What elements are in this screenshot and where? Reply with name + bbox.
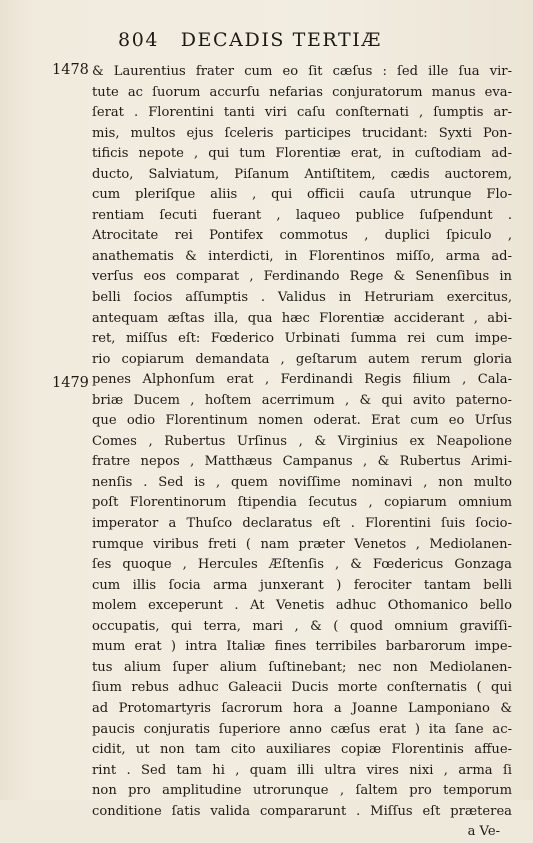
page-number: 804 [118, 29, 160, 51]
text-line: conditione ſatis valida compararunt . Miſſus eſt præterea [92, 803, 512, 819]
text-line: que odio Florentinum nomen oderat. Erat cum eo Urſus [92, 413, 512, 429]
text-line: imperator a Thuſco declaratus eſt . Florentini ſuis ſocio- [92, 516, 512, 532]
text-line: molem exceperunt . At Venetis adhuc Othomanico bello [92, 598, 512, 614]
margin-year: 1479 [52, 375, 89, 391]
text-line: anathematis & interdicti, in Florentinos miſſo, arma ad- [92, 248, 512, 264]
page-header [118, 29, 458, 51]
text-line: rumque viribus freti ( nam præter Venetos , Mediolanen- [92, 536, 512, 552]
text-line: cum illis ſocia arma junxerant ) ferociter tantam belli [92, 577, 512, 593]
text-line: briæ Ducem , hoſtem acerrimum , & qui avito paterno- [92, 392, 512, 408]
text-line: rio copiarum demandata , geſtarum autem rerum gloria [92, 351, 512, 367]
margin-year: 1478 [52, 62, 89, 78]
text-line: mum erat ) intra Italiæ fines terribiles barbarorum impe- [92, 639, 512, 655]
text-line: verſus eos comparat , Ferdinando Rege & Senenſibus in [92, 269, 512, 285]
text-line: ret, miſſus eſt: Fœderico Urbinati ſumma rei cum impe- [92, 331, 512, 347]
text-line: ſerat . Florentini tanti viri caſu conſternati , ſumptis ar- [92, 105, 512, 121]
text-line: nenſis . Sed is , quem noviſſime nominavi , non multo [92, 474, 512, 490]
text-line: cum pleriſque aliis , qui officii cauſa utrunque Flo- [92, 187, 512, 203]
running-title: DECADIS TERTIÆ [180, 29, 382, 51]
text-line: paucis conjuratis ſuperiore anno cæſus erat ) ita ſane ac- [92, 721, 512, 737]
text-line: ad Protomartyris ſacrorum hora a Joanne Lamponiano & [92, 700, 512, 716]
text-line: occupatis, qui terra, mari , & ( quod omnium graviſſi- [92, 618, 512, 634]
text-line: ſes quoque , Hercules Æſtenſis , & Fœdericus Gonzaga [92, 557, 512, 573]
body-text [92, 62, 512, 843]
text-line: tus alium ſuper alium ſuſtinebant; nec non Mediolanen- [92, 659, 512, 675]
text-line: ſium rebus adhuc Galeacii Ducis morte conſternatis ( qui [92, 680, 512, 696]
catchword: a Ve- [467, 824, 500, 840]
text-line: rentiam ſecuti fuerant , laqueo publice ſuſpendunt . [92, 207, 512, 223]
text-line: tute ac ſuorum accurſu nefarias conjuratorum manus eva- [92, 84, 512, 100]
text-line: fratre nepos , Matthæus Campanus , & Rubertus Arimi- [92, 454, 512, 470]
text-line: non pro amplitudine utrorunque , ſaltem pro temporum [92, 783, 512, 799]
text-line: antequam æſtas illa, qua hæc Florentiæ acciderant , abi- [92, 310, 512, 326]
text-line: poſt Florentinorum ſtipendia ſecutus , copiarum omnium [92, 495, 512, 511]
text-line: Comes , Rubertus Urſinus , & Virginius ex Neapolione [92, 433, 512, 449]
text-line: tificis nepote , qui tum Florentiæ erat, in cuſtodiam ad- [92, 146, 512, 162]
text-line: cidit, ut non tam cito auxiliares copiæ Florentinis affue- [92, 742, 512, 758]
text-line: mis, multos ejus ſceleris participes trucidant: Syxti Pon- [92, 125, 512, 141]
text-line: penes Alphonſum erat , Ferdinandi Regis filium , Cala- [92, 372, 512, 388]
text-line: Atrocitate rei Pontifex commotus , duplici ſpiculo , [92, 228, 512, 244]
text-line: & Laurentius frater cum eo ſit cæſus : ſed ille ſua vir- [92, 64, 512, 79]
text-line: ducto, Salviatum, Piſanum Antiſtitem, cædis auctorem, [92, 166, 512, 182]
text-line: rint . Sed tam hi , quam illi ultra vires nixi , arma ſi [92, 762, 512, 778]
text-line: belli ſocios aſſumptis . Validus in Hetruriam exercitus, [92, 290, 512, 306]
